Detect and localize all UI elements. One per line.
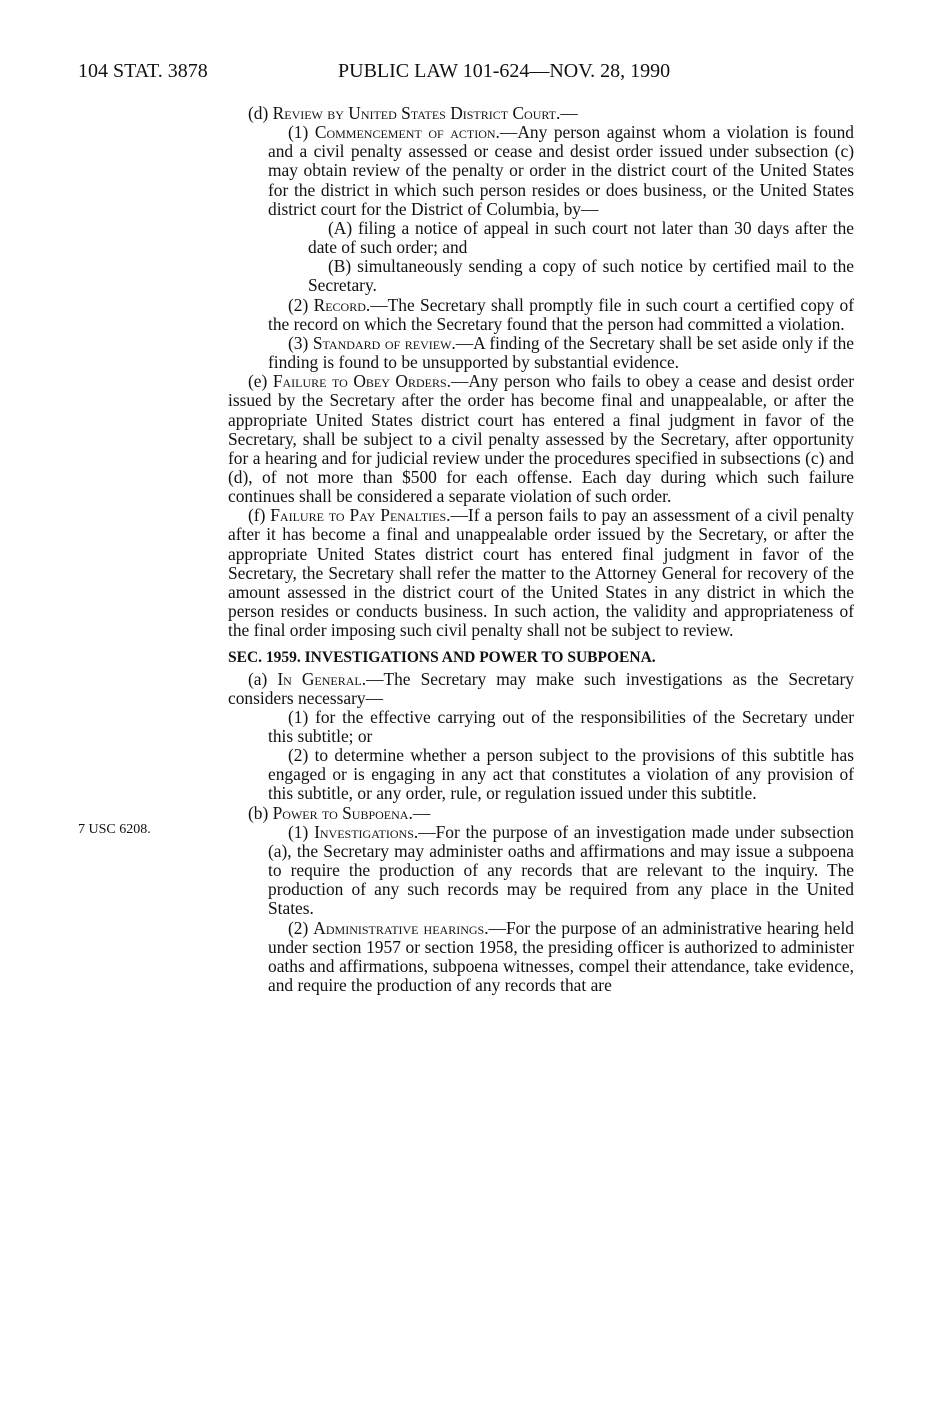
- subsection-text: —The Secretary may make such investigations as the Secretary considers necessary—: [228, 668, 854, 708]
- subsection-label: (e): [248, 371, 273, 392]
- subsection-label: (d): [248, 103, 273, 123]
- subsection-heading: In General.: [277, 668, 367, 689]
- subsection-heading: Review by United States District Court.: [272, 103, 561, 123]
- subsection-text: —If a person fails to pay an assessment of a civil penalty after it has become a final and unappealable order issued by the Secretary, or after the appropriate United States district court has entered final judgment in favor of the Secretary, the Secretary shall refer the matter to the Attorney General for recovery of the amount assessed in the district court of the United States in any district in which the person resides or conducts business. In such action, the validity and appropriateness of the final order imposing such civil penalty shall not be subject to review.: [228, 505, 854, 641]
- paragraph-d1: [228, 123, 854, 219]
- section-paragraph-b1: [228, 823, 854, 919]
- subsection-label: (a): [248, 668, 278, 689]
- paragraph-text: —A finding of the Secretary shall be set aside only if the finding is found to be unsupported by substantial evidence.: [268, 332, 854, 373]
- section-paragraph-b2: [228, 919, 854, 996]
- paragraph-heading: Commencement of action.: [314, 122, 500, 143]
- paragraph-d3: [228, 334, 854, 372]
- subparagraph-d1a: (A) filing a notice of appeal in such court not later than 30 days after the date of such order; and: [308, 217, 854, 258]
- paragraph-label: (1): [288, 821, 315, 842]
- paragraph-heading: Administrative hearings.: [313, 917, 489, 938]
- section-heading: SEC. 1959. INVESTIGATIONS AND POWER TO SUBPOENA.: [228, 649, 656, 667]
- paragraph-label: (1): [288, 122, 315, 143]
- usc-margin-note: 7 USC 6208.: [78, 822, 151, 837]
- paragraph-label: (3): [288, 332, 313, 353]
- paragraph-d2: [228, 296, 854, 334]
- paragraph-heading: Investigations.: [314, 821, 419, 842]
- heading-dash: —: [560, 103, 578, 123]
- section-subsection-a: [228, 670, 854, 708]
- page-citation: 104 STAT. 3878: [78, 60, 208, 82]
- paragraph-heading: Record.: [313, 294, 371, 315]
- paragraph-label: (2): [288, 294, 314, 315]
- subsection-e: [228, 372, 854, 506]
- running-head: PUBLIC LAW 101-624—NOV. 28, 1990: [338, 60, 671, 82]
- subsection-f: [228, 506, 854, 640]
- subsection-label: (f): [248, 505, 271, 526]
- subsection-heading: Failure to Obey Orders.: [272, 371, 452, 392]
- paragraph-text: —For the purpose of an investigation made under subsection (a), the Secretary may administer oaths and affirmations and may issue a subpoena to require the production of any records that are relevant to the inquiry. The production of any such records may be required from any place in the United States.: [268, 821, 854, 919]
- paragraph-heading: Standard of review.: [312, 332, 456, 353]
- heading-dash: —: [412, 802, 431, 823]
- section-paragraph-a2: (2) to determine whether a person subject to the provisions of this subtitle has engaged or is engaging in any act that constitutes a violation of any provision of this subtitle, or any order, rule, or regulation issued under this subtitle.: [268, 745, 854, 804]
- subsection-label: (b): [248, 802, 273, 823]
- subsection-heading: Failure to Pay Penalties.: [270, 505, 451, 526]
- subsection-text: —Any person who fails to obey a cease and desist order issued by the Secretary after the order has become final and unappealable, or after the appropriate United States district court has entered a final judgment in favor of the Secretary, shall be subject to a civil penalty assessed by the Secretary, after opportunity for a hearing and for judicial review under the procedures specified in subsections (c) and (d), of not more than $500 for each offense. Each day during which such failure continues shall be considered a separate violation of such order.: [228, 371, 854, 507]
- paragraph-text: —The Secretary shall promptly file in such court a certified copy of the record on which the Secretary found that the person had committed a violation.: [268, 294, 854, 334]
- subparagraph-d1b: (B) simultaneously sending a copy of such notice by certified mail to the Secretary.: [308, 256, 854, 296]
- section-paragraph-a1: (1) for the effective carrying out of the responsibilities of the Secretary under this subtitle; or: [268, 706, 854, 746]
- statute-body: [228, 104, 854, 995]
- subsection-d: [228, 104, 854, 123]
- subsection-heading: Power to Subpoena.: [272, 802, 413, 823]
- paragraph-label: (2): [288, 917, 314, 938]
- paragraph-text: —For the purpose of an administrative hearing held under section 1957 or section 1958, the presiding officer is authorized to administer oaths and affirmations, subpoena witnesses, compel their attendance, take evidence, and require the production of any records that are: [268, 917, 854, 996]
- paragraph-text: —Any person against whom a violation is found and a civil penalty assessed or cease and desist order issued under subsection (c) may obtain review of the penalty or order in the district court of the United States for the district in which such person resides or does business, or the United States district court for the District of Columbia, by—: [268, 122, 854, 219]
- section-subsection-b: [228, 804, 854, 823]
